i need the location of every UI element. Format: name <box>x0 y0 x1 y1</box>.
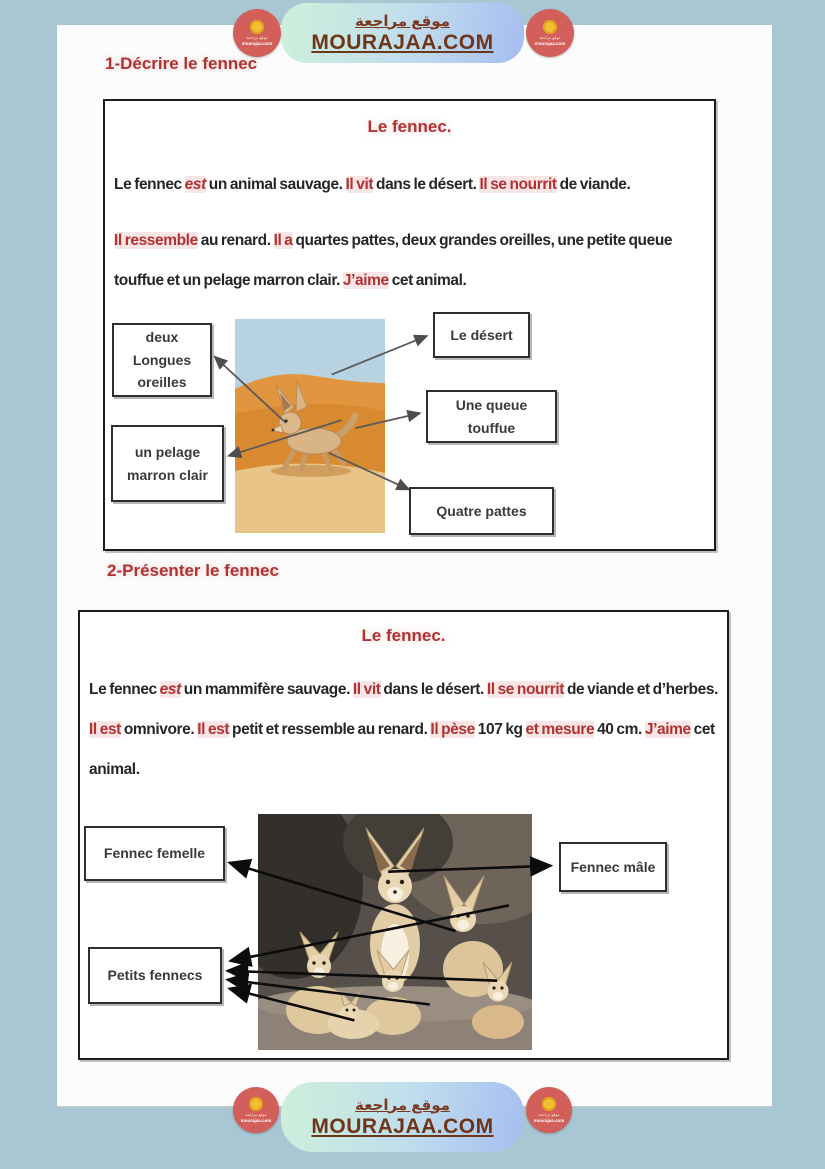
label-long-ears: deux Longues oreilles <box>112 323 212 397</box>
section-heading-present: 2-Présenter le fennec <box>107 561 279 580</box>
text-segment: au renard. <box>197 232 274 249</box>
site-link[interactable]: MOURAJAA.COM <box>311 1114 494 1138</box>
label-male-fennec: Fennec mâle <box>559 842 667 892</box>
text-segment: quartes pattes, deux grandes oreilles, une petite queue touffue et un pelage marron clair. <box>114 232 673 289</box>
text-segment: dans le désert. <box>380 681 487 698</box>
logo-arabic-text: موقع مراجعة <box>538 1112 560 1118</box>
text-segment: un animal sauvage. <box>205 176 346 193</box>
text-segment: un mammifère sauvage. <box>180 681 353 698</box>
verb-highlight: Il ressemble <box>114 232 198 249</box>
mourajaa-logo-icon <box>233 1087 279 1133</box>
text-segment: Le fennec <box>114 176 185 193</box>
section-heading-describe: 1-Décrire le fennec <box>105 54 258 73</box>
text-segment: de viande et d’herbes. <box>564 681 718 698</box>
text-segment: petit et ressemble au renard. <box>229 721 431 738</box>
label-bushy-tail: Une queue touffue <box>426 390 557 443</box>
verb-highlight: et mesure <box>525 721 595 738</box>
verb-highlight: J’aime <box>644 721 691 738</box>
verb-highlight: Il vit <box>345 176 374 193</box>
card-title: Le fennec. <box>361 626 446 645</box>
text-segment: cet animal. <box>388 272 467 289</box>
site-footer-banner <box>281 1082 524 1152</box>
verb-highlight: Il se nourrit <box>479 176 557 193</box>
verb-highlight: J’aime <box>342 272 389 289</box>
text-segment: cet animal. <box>89 721 715 778</box>
present-card <box>78 610 729 1060</box>
description-paragraph-2 <box>114 221 711 301</box>
verb-highlight: Il est <box>197 721 230 738</box>
verb-highlight: Il pèse <box>430 721 475 738</box>
verb-highlight: est <box>159 681 181 698</box>
arabic-site-title: موقع مراجعة <box>354 1096 451 1114</box>
logo-arabic-text: موقع مراجعة <box>539 35 561 41</box>
text-segment: omnivore. <box>120 721 198 738</box>
verb-highlight: Il est <box>89 721 121 738</box>
text-segment: Le fennec <box>89 681 160 698</box>
verb-highlight: est <box>184 176 206 193</box>
label-light-brown-coat: un pelage marron clair <box>111 425 224 502</box>
logo-emblem-icon <box>543 20 557 34</box>
text-segment: de viande. <box>556 176 631 193</box>
fennec-family-image <box>258 814 532 1050</box>
text-segment: 40 cm. <box>594 721 645 738</box>
text-segment: 107 kg <box>474 721 526 738</box>
site-link[interactable]: MOURAJAA.COM <box>311 30 494 54</box>
text-segment: dans le désert. <box>373 176 480 193</box>
label-desert: Le désert <box>433 312 530 358</box>
logo-emblem-icon <box>250 20 264 34</box>
arabic-site-title: موقع مراجعة <box>354 12 451 30</box>
mourajaa-logo-icon <box>526 9 574 57</box>
verb-highlight: Il vit <box>352 681 381 698</box>
fennec-desert-image <box>235 319 385 533</box>
mourajaa-logo-icon <box>526 1087 572 1133</box>
mourajaa-logo-icon <box>233 9 281 57</box>
logo-arabic-text: موقع مراجعة <box>245 1112 267 1118</box>
label-fennec-pups: Petits fennecs <box>88 947 222 1004</box>
logo-url-text: mourajaa.com <box>533 1117 565 1123</box>
logo-emblem-icon <box>249 1097 263 1111</box>
logo-url-text: mourajaa.com <box>534 40 566 46</box>
describe-card <box>103 99 716 551</box>
presentation-paragraph <box>89 670 725 790</box>
verb-highlight: Il a <box>273 232 293 249</box>
logo-url-text: mourajaa.com <box>240 1117 272 1123</box>
logo-emblem-icon <box>542 1097 556 1111</box>
verb-highlight: Il se nourrit <box>486 681 565 698</box>
card-title: Le fennec. <box>367 117 452 136</box>
label-female-fennec: Fennec femelle <box>84 826 225 881</box>
logo-url-text: mourajaa.com <box>241 40 273 46</box>
site-header-banner <box>281 3 524 63</box>
description-paragraph-1 <box>114 165 711 205</box>
logo-arabic-text: موقع مراجعة <box>246 35 268 41</box>
label-four-paws: Quatre pattes <box>409 487 554 535</box>
